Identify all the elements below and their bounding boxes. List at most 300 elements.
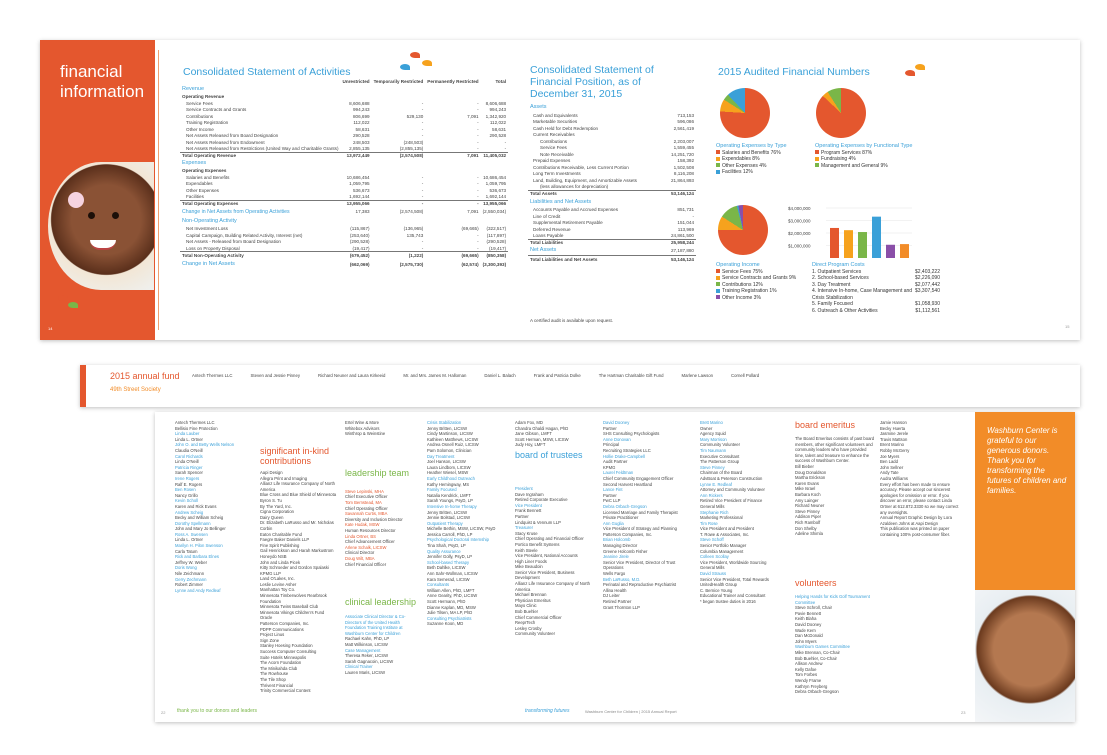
list-item: Audit Partner [603,459,628,465]
list-item: Pam Solomon, Clinician [427,447,472,453]
divider [158,50,159,330]
section-row [180,217,508,226]
cell-value: 290,528 [489,133,507,139]
list-item: Kevin Scholl [175,498,199,504]
list-item: Matt Wilkinson, LICSW [345,641,388,647]
cell-value: 290,528 [352,133,370,139]
list-item: PDPP Communications [260,626,304,632]
list-item: Intensive In-home Therapy [427,503,477,509]
footer-tagline: transforming futures [525,708,570,714]
list-item: General Mills [700,565,725,571]
list-item: David Strauss [700,571,727,577]
column-header: Permanently Restricted [427,78,479,84]
list-item: Arlene Schalk, LICSW [345,544,387,550]
bar [872,217,881,258]
cell-value: - [421,239,424,245]
list-item: Chief Operating and Financial Officer [515,536,584,542]
y-tick-label: $1,000,000 [788,243,811,249]
list-item: Chief Financial Officer [345,561,387,567]
list-item: The Board Emeritus consists of past board members, other significant volunteers and community leaders who have provided time, talent and treasure to enhance the success of Washburn Center. [795,436,875,464]
cell-value: - [477,232,479,238]
clinical-column-b [427,420,507,627]
smile [90,240,116,250]
list-item: KPMG LLP [260,570,281,576]
list-item: Hollie Drake-Campbell [603,453,645,459]
list-item: Linda L. Ortner [175,436,203,442]
cell-value: - [477,126,479,132]
cell-value: 1,692,144 [349,194,370,199]
bird-icon [58,295,68,301]
cell-value: 1,692,144 [485,194,507,199]
cell-value: 1,559,455 [673,145,694,151]
list-item: Karen and Rick Evans [175,503,217,509]
cell-value: 851,731 [677,207,694,213]
list-item: Robby McGerry [880,447,910,453]
list-item: Chief Advancement Officer [345,539,395,545]
legend-label: Other Income 3% [722,294,761,301]
cell-value: - [372,200,426,207]
list-item: Theresa Reker, LICSW [345,653,389,659]
list-item: Debra Orbach-Gregson [603,503,647,509]
list-item: Vice President, National Accounts [515,553,578,559]
list-item: Attorney and Community Volunteer [700,487,765,493]
bar [886,245,895,258]
list-item: UnitedHealth Group [700,582,738,588]
list-item: President [515,485,533,491]
row-label: Net Assets - Released from Board Designation [186,239,281,245]
list-item: Lynne E. Redleaf [700,481,732,487]
cell-value: 24,861,500 [671,233,694,238]
list-item: Day Treatment [427,453,455,459]
eye-left [88,212,95,219]
list-item: Associate Clinical Director & Co-Directors of the United Health Foundation Training Institute at Washburn Center for Children [345,614,406,636]
list-item: Cindy Martinson, LICSW [427,431,473,437]
page-number: 14 [48,326,53,331]
list-item: Sarah Youngs, PsyD, LP [427,498,473,504]
page-number: 15 [1065,324,1070,329]
column-header: Temporarily Restricted [373,78,424,84]
list-item: Managing Director [603,543,638,549]
list-item: Quality Assurance [427,548,461,554]
cell-value: 158,392 [677,158,694,164]
cost-value: $1,112,561 [915,307,940,314]
list-item: Ralf E. Rogers [175,481,203,487]
column-header: Unrestricted [342,78,370,84]
list-item: Ross A. Swensen [175,531,208,537]
list-item: Helping Hands for Kids Golf Tournament Committee [795,594,870,605]
cell-value: 1,342,920 [485,113,507,119]
list-item: Lesley Crosby [515,625,542,631]
income-pie [718,205,768,255]
list-item: Diversity and Inclusion Director [345,516,403,522]
bar [844,230,853,258]
activities-title: Consolidated Statement of Activities [183,66,351,78]
cell-value: - [477,239,479,245]
cell-value: - [477,187,479,193]
list-item: DJ Leiter [603,593,620,599]
list-item: Psychological Doctoral Internship [427,537,489,543]
legend-swatch [815,163,819,167]
list-item: Steve Pinney [700,464,725,470]
cell-value: - [421,100,424,106]
list-item: Consultants [427,582,450,588]
list-item: Partner [603,492,617,498]
cell-value: 994,243 [489,107,507,113]
list-item: Lynne and Andy Redleaf [175,587,221,593]
row-label: Note Receivable [540,151,574,157]
row-label: Total Operating Expenses [180,200,341,207]
list-item: Kara Semerad, LICSW [427,576,470,582]
cell-value: 53,146,124 [663,256,696,263]
list-item: Dan McDonald [795,633,823,639]
net-assets-row [528,246,696,256]
row-label: Prepaid Expenses [533,158,571,164]
cell-value: - [421,245,424,251]
donors-leaders-spread [155,412,1075,722]
section-label: Assets [530,104,547,110]
section-label: Liabilities and Net Assets [530,198,592,205]
position-table [528,102,696,262]
row-label: Change in Net Assets [182,261,235,267]
list-item: Nancy Grillo [175,492,198,498]
list-item: Becky Huerta [880,425,906,431]
list-item: Heather Wiesel, MSW [427,470,469,476]
cell-value: 2,203,007 [673,138,694,144]
list-item: Winthrop & Weinstine [345,431,386,437]
cell-value: (3,300,393) [482,261,507,267]
thank-you-quote: Washburn Center is grateful to our generous donors. Thank you for transforming the futures of children and families. [987,426,1067,495]
list-item: The Patterson Group [700,459,740,465]
list-item: Robert Zimmer [175,582,203,588]
cell-value: 53,146,124 [663,190,696,197]
list-item: Tom Forbes [795,672,818,678]
list-item: Retired Partner [603,599,632,604]
expense-type-legend [716,143,816,176]
legend-swatch [716,163,720,167]
list-item: Dairy Queen [260,514,284,520]
list-item: Second Harvest Heartland [603,481,653,487]
list-item: Marketing Professional [700,515,743,521]
legend-title: Operating Expenses by Type [716,143,787,149]
cell-value: - [477,181,479,187]
list-item: Licensed Marriage and Family Therapist [603,509,678,515]
donor-column-1 [175,420,255,593]
cost-label: 3. Day Treatment [812,281,851,288]
legend-swatch [716,295,720,299]
list-item: Tim Naumann [700,447,727,453]
cost-value: $2,077,442 [914,281,940,288]
cell-value: - [421,120,424,126]
cell-value: 21,864,893 [671,177,694,183]
cost-label: 5. Family Focused [812,301,853,307]
page-number: 22 [161,710,166,715]
row-label: Total Non-Operating Activity [180,252,341,259]
cell-value: 536,673 [352,187,370,193]
emeritus-heading: board emeritus [795,420,856,430]
legend-label: Expendables 8% [722,156,760,162]
list-item: Rich Rambolf [795,519,821,525]
list-item: Chief Executive Officer [345,494,388,500]
list-item: Frank Bennett [515,508,542,514]
row-label: Service Fees [186,100,213,106]
legend-swatch [716,150,720,154]
list-item: School-based Therapy [427,559,470,565]
list-item: Michael Brennan [515,592,547,598]
list-item: Suzanne Koon, MD [427,621,464,627]
cost-value: $1,058,930 [914,301,940,307]
cell-value: - [421,126,424,132]
section-row [180,85,508,94]
list-item: Jenny Britten, LICSW [427,509,468,515]
emeritus-column [795,436,875,537]
footer-report: Washburn Center for Children | 2015 Annual Report [585,709,677,714]
cell-value: (2,575,730) [399,261,424,267]
list-item: Principal [603,442,620,448]
volunteers-heading: volunteers [795,578,837,588]
cell-value: (19,417) [352,245,370,251]
donor-name: Richard Neuner and Laura Kirkeeid [317,373,386,378]
list-item: Richard Neuner [795,503,825,509]
list-item: Becky and William Scheig [175,515,224,521]
legend-swatch [716,289,720,293]
list-item: Chairman of the Board [700,470,743,476]
table-row [528,256,696,263]
list-item: Nile Zeichmann [175,571,205,577]
cell-value: - [421,194,424,199]
cell-value: 113,969 [677,226,694,232]
row-label: Loans Payable [533,233,564,238]
bird-icon [915,64,925,70]
cell-value: 7,091 [467,113,479,119]
cell-value: 806,699 [352,113,370,119]
list-item: Marilyn H. Pilon Swenson [175,543,223,549]
cell-value: (850,358) [481,252,509,259]
section-label: Net Assets [530,247,557,254]
list-item: Oracle [260,615,273,621]
list-item: Clinical Trainer [345,664,373,670]
list-item: Anne Gearity, PhD, LICSW [427,593,478,599]
list-item: Physician Emeritus [515,597,551,603]
cell-value: 135,743 [406,232,424,238]
cell-value: 7,091 [467,209,479,214]
list-item: Every effort has been made to ensure accuracy. Please accept our sincerest apologies for omission or error. If you discover an error, please contact Linda Ortner at 612.872.3330 so we may correct any oversights. [880,481,959,515]
list-item: Kathy Hemingway, MS [427,481,470,487]
list-item: Stephanie Rich [700,509,729,515]
list-item: Patterson Companies, Inc. [260,621,310,627]
list-item: Success Computer Consulting [260,649,317,654]
list-item: Stanley Hoesing Foundation [260,643,313,649]
list-item: This publication was printed on paper containing 100% post-consumer fiber. [880,526,951,537]
list-item: Jasmine Jerele [880,431,909,437]
list-item: Kelly Dafoe [795,666,817,672]
legend-swatch [716,269,720,273]
bar [858,232,867,258]
list-item: Steve Schoff [700,537,724,543]
list-item: Treasurer [515,525,533,531]
list-item: Ertel Wine & More [345,420,379,425]
list-item: Dianne Kaplan, MD, MSW [427,604,476,610]
row-label: Service Fees [540,145,567,151]
y-tick-label: $4,000,000 [788,206,811,211]
list-item: Beth Dahlke, LICSW [427,565,466,571]
list-item: Agency Squid [700,431,726,437]
list-item: Kathleen Matthews, LICSW [427,436,479,442]
row-label: Marketable Securities [533,119,578,125]
list-item: Chief Operating Officer [345,505,388,511]
bird-icon [68,302,78,308]
list-item: Steve Pinney [795,508,820,514]
list-item: Doug Donaldson [795,469,827,475]
donor-names [192,373,1072,378]
list-item: Chief Commercial Officer [515,614,562,620]
list-item: David Dooney [603,420,630,425]
list-item: Community Volunteer [700,442,741,448]
cell-value: (69,665) [425,252,480,259]
list-item: Land O'Lakes, Inc. [260,576,295,582]
list-item: Keith Blaha [795,616,817,622]
list-item: Grant Thornton LLP [603,604,640,610]
list-item: Jane Gibson, LMFT [515,431,552,437]
list-item: Claudia O'Neill [175,447,203,453]
list-item: Martha Erickson [795,475,826,481]
cell-value: - [477,133,479,139]
list-item: Columbia Management [700,548,744,554]
volunteers-column-b [880,420,960,537]
list-item: Vice President and President [700,526,754,532]
list-item: Carla Tatum [175,548,198,554]
financial-spread [40,40,1080,340]
bird-icon [905,70,915,76]
row-label: Net Assets Released from Restrictions (United Way and Charitable Grants) [186,146,339,151]
row-label: Long Term Investments [533,171,581,177]
list-item: Wells Fargo [603,571,626,577]
list-item: Scott Hermann, PhD [427,599,466,604]
donor-name: Steven and Jessie Pinney [250,373,300,378]
list-item: Scott Herman, MSW, LICSW [515,436,569,442]
cell-value: (1,222) [372,252,426,259]
cell-value: (322,517) [486,226,507,232]
section-label: Non-Operating Activity [182,218,237,224]
cell-value: 13,955,066 [341,200,372,207]
list-item: Steve Schroll, Chair [795,605,833,611]
section-row [180,159,508,168]
row-label: Other Income [186,126,214,132]
list-item: Bellisio Fine Protection [175,425,218,431]
list-item: John and Mary Jo Bellinger [175,526,226,532]
clinical-heading: clinical leadership [345,597,417,607]
table-row [528,177,696,184]
list-item: Wade Kern [795,627,816,633]
list-item: Rick and Barbara Elnes [175,554,219,560]
cell-value: 713,153 [677,112,694,118]
list-item: John and Linda Picek [260,559,301,565]
cell-value: 7,091 [425,152,480,159]
cell-value: 112,022 [489,120,507,126]
legend-title: Operating Income [716,262,760,268]
position-title: Consolidated Statement of Financial Position, as of December 31, 2015 [530,64,654,100]
list-item: Keith Steele [515,547,538,553]
row-label: Change in Net Assets from Operating Activities [182,208,290,215]
list-item: Barbara Koch [795,491,821,497]
eye-right [112,212,119,219]
list-item: Washburn Games Committee [795,644,850,650]
list-item: High Liner Foods [515,558,547,564]
list-item: Kathryn Freyberg [795,683,828,689]
cell-value: (253,640) [349,232,370,238]
list-item: John Myers [795,638,817,644]
donor-name: Frank and Patricia Dolke [533,373,581,378]
list-item: Karen Evans [795,480,819,486]
list-item: Clinical Director [345,550,375,556]
list-item: Addison Piper [795,514,822,520]
list-item: Minnesota Vikings Children's Fund [260,609,325,615]
list-item: SHS Consulting Psychologists [603,431,660,437]
cell-value: 10,686,454 [483,174,507,180]
list-item: Jeffrey W. Weber [175,559,207,565]
financial-sidebar [40,40,155,340]
section-label: Expenses [182,160,207,166]
row-label: Operating Revenue [182,94,225,100]
list-item: Linda Ortner, BS [345,533,376,539]
cell-value: 151,044 [677,220,694,226]
cost-label: 6. Outreach & Other Activities [812,307,878,314]
legend-label: Contributions 12% [722,281,763,288]
annual-fund-title: 2015 annual fund [110,371,180,381]
list-item: Laurel Feldtman [603,470,634,476]
cell-value: 58,631 [355,126,370,132]
list-item: Trinity Commercial Content [260,688,311,694]
program-costs-bar-chart [788,205,913,260]
cell-value: (290,528) [349,239,370,245]
list-item: Bill Bieber [795,463,814,469]
list-item: Executive Consultant [700,453,740,459]
bar [900,244,909,258]
cell-value: 17,383 [355,209,370,214]
row-label: Total Assets [528,190,663,197]
list-item: Allianz Life Insurance Company of North America [260,481,335,492]
cost-value: $2,226,090 [914,275,940,281]
row-label: Salaries and Benefits [186,174,230,180]
list-item: John Sellner [880,464,904,470]
list-item: Educational Trainer and Consultant [700,593,766,599]
list-item: Byron S. Tu [260,497,282,503]
list-item: Beth LaRusso, M.D. [603,576,641,582]
list-item: Chief Community Engagement Officer [603,475,674,481]
cell-value: 1,059,795 [485,181,507,187]
list-item: Whitebox Advisors [345,425,380,431]
list-item: Laura Lindbom, LICSW [427,464,471,470]
row-label: Expendables [186,181,213,187]
list-item: Aapi Design [260,470,283,475]
cell-value: (248,503) [403,139,424,145]
list-item: Owner [700,425,713,431]
list-item: Adam Fox, MD [515,420,543,425]
list-item: John O. and Betty Wells Nelson [175,442,235,448]
accent-bar [80,365,86,407]
cost-value: $3,307,540 [914,288,940,294]
cell-value: - [421,187,424,193]
cell-value: 2,855,135 [349,146,370,151]
list-item: Julie Tilsen, MA LP, PhD [427,610,473,616]
row-label: Contributions Receivable, Less Current Portion [533,164,629,170]
legend-title: Operating Expenses by Functional Type [815,143,913,149]
leadership-list [345,489,420,567]
list-item: * began trustee duties in 2016 [700,599,756,604]
list-item: Mary Morrison [700,436,727,442]
list-item: Ann Rickers [700,492,723,498]
leadership-column-a [345,420,420,567]
row-label: Total Liabilities [528,239,663,246]
